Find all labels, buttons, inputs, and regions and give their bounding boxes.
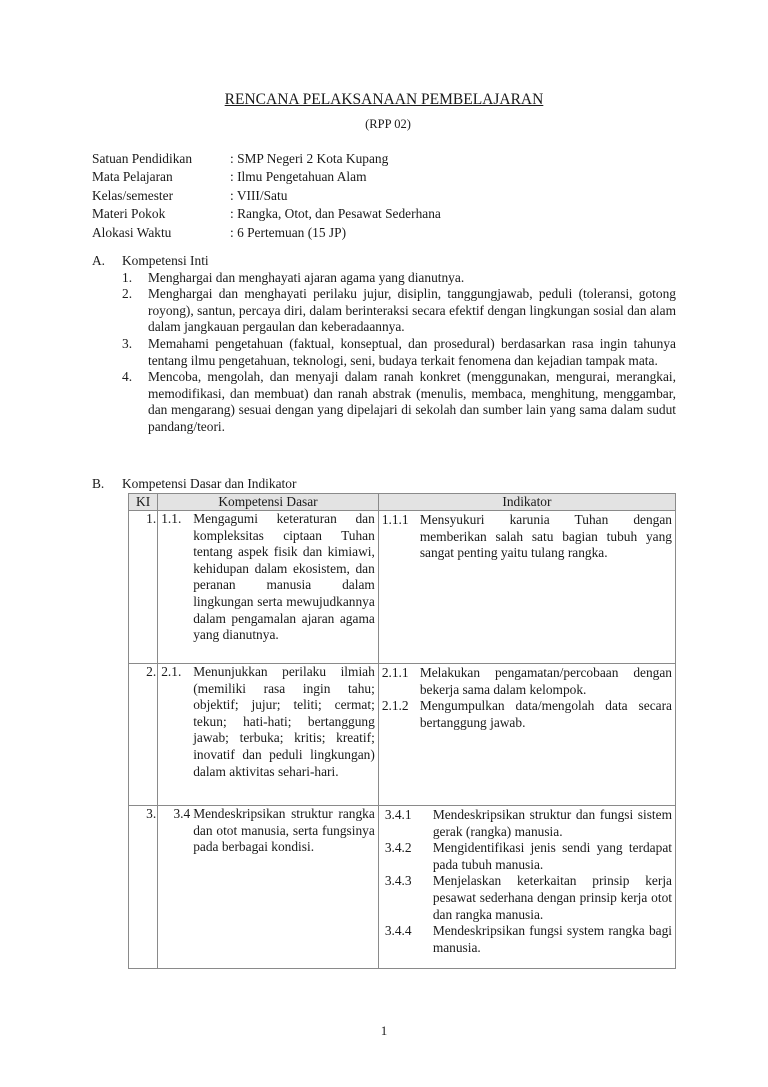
section-title: Kompetensi Inti bbox=[122, 253, 209, 268]
kd-number: 3.4 bbox=[173, 806, 191, 821]
meta-value: : 6 Pertemuan (15 JP) bbox=[230, 224, 347, 240]
indicator-text: Mengidentifikasi jenis sendi yang terdapat pada tubuh manusia. bbox=[432, 840, 672, 872]
meta-row bbox=[92, 206, 441, 224]
meta-row bbox=[92, 169, 441, 187]
item-text: Mencoba, mengolah, dan menyaji dalam ranah konkret (menggunakan, mengurai, merangkai, memodifikasi, dan membuat) dan ranah abstrak (menulis, membaca, menghitung, menggambar, dan mengarang) sesuai dengan yang dipelajari di sekolah dan sumber lain yang sama dalam sudut pandang/teori. bbox=[148, 369, 676, 434]
kd-number: 2.1. bbox=[161, 664, 182, 679]
indicator-item bbox=[382, 873, 672, 923]
meta-label: Mata Pelajaran bbox=[92, 169, 173, 185]
section-heading bbox=[92, 253, 676, 270]
indicator-item bbox=[382, 807, 672, 840]
indicator-text: Mengumpulkan data/mengolah data secara bertanggung jawab. bbox=[419, 698, 672, 730]
column-header-kd: Kompetensi Dasar bbox=[158, 494, 379, 511]
ki-cell: 3. bbox=[129, 806, 158, 969]
title-text: RENCANA PELAKSANAAN PEMBELAJARAN bbox=[224, 91, 544, 108]
item-number: 2. bbox=[122, 286, 133, 302]
indicator-text: Menjelaskan keterkaitan prinsip kerja pesawat sederhana dengan prinsip kerja otot dan rangka manusia. bbox=[432, 873, 672, 922]
indicator-cell bbox=[378, 664, 675, 806]
section-kd-indikator bbox=[92, 476, 676, 493]
column-header-ki: KI bbox=[129, 494, 158, 511]
section-letter: A. bbox=[92, 253, 106, 268]
table-row bbox=[129, 806, 676, 969]
list-item bbox=[122, 369, 676, 435]
meta-label: Satuan Pendidikan bbox=[92, 151, 193, 166]
meta-value: : Rangka, Otot, dan Pesawat Sederhana bbox=[230, 206, 441, 222]
indicator-number: 3.4.2 bbox=[384, 840, 412, 856]
kd-text: Mendeskripsikan struktur rangka dan otot manusia, serta fungsinya pada berbagai kondisi. bbox=[193, 806, 375, 855]
indicator-item bbox=[382, 512, 672, 562]
meta-value: : VIII/Satu bbox=[230, 187, 288, 203]
indicator-number: 3.4.4 bbox=[384, 923, 412, 939]
meta-row bbox=[92, 225, 441, 243]
indicator-item bbox=[382, 923, 672, 956]
indicator-text: Melakukan pengamatan/percobaan dengan bekerja sama dalam kelompok. bbox=[419, 665, 672, 697]
section-kompetensi-inti bbox=[92, 253, 676, 436]
indicator-number: 2.1.1 bbox=[381, 665, 409, 680]
meta-row bbox=[92, 151, 441, 169]
list-item bbox=[122, 336, 676, 369]
meta-row bbox=[92, 188, 441, 206]
ki-cell: 2. bbox=[129, 664, 158, 806]
meta-label: Materi Pokok bbox=[92, 206, 166, 222]
table-row bbox=[129, 664, 676, 806]
table-row bbox=[129, 511, 676, 664]
indicator-number: 2.1.2 bbox=[381, 698, 409, 714]
indicator-cell bbox=[378, 806, 675, 969]
kd-cell bbox=[158, 806, 379, 969]
ki-cell: 1. bbox=[129, 511, 158, 664]
identity-block bbox=[92, 151, 441, 243]
item-text: Menghargai dan menghayati perilaku jujur, disiplin, tanggungjawab, peduli (toleransi, gotong royong), santun, percaya diri, dalam berinteraksi secara efektif dengan lingkungan sosial dan alam dalam jangkauan pergaulan dan keberadaannya. bbox=[148, 286, 676, 335]
section-title: Kompetensi Dasar dan Indikator bbox=[122, 476, 297, 491]
indicator-item bbox=[382, 840, 672, 873]
kd-text: Menunjukkan perilaku ilmiah (memiliki rasa ingin tahu; objektif; jujur; teliti; cermat; tekun; hati-hati; bertanggung jawab; terbuka; kritis; kreatif; inovatif dan peduli lingkungan) dalam aktivitas sehari-hari. bbox=[193, 664, 375, 779]
indicator-number: 3.4.3 bbox=[384, 873, 412, 889]
indicator-item bbox=[382, 698, 672, 731]
indicator-text: Mendeskripsikan struktur dan fungsi sistem gerak (rangka) manusia. bbox=[432, 807, 672, 839]
kd-number: 1.1. bbox=[161, 511, 182, 526]
indicator-number: 3.4.1 bbox=[384, 807, 412, 822]
section-letter: B. bbox=[92, 476, 105, 491]
meta-value: : SMP Negeri 2 Kota Kupang bbox=[230, 151, 389, 166]
table-header-row bbox=[129, 494, 676, 511]
list-item bbox=[122, 270, 676, 287]
column-header-indikator: Indikator bbox=[378, 494, 675, 511]
item-number: 3. bbox=[122, 335, 133, 351]
item-text: Memahami pengetahuan (faktual, konseptual, dan prosedural) berdasarkan rasa ingin tahunya tentang ilmu pengetahuan, teknologi, seni, budaya terkait fenomena dan kejadian tampak mata. bbox=[148, 335, 676, 368]
document-subtitle: (RPP 02) bbox=[365, 117, 411, 131]
indicator-cell bbox=[378, 511, 675, 664]
kd-indicator-table bbox=[128, 493, 676, 969]
meta-label: Kelas/semester bbox=[92, 187, 174, 203]
section-heading bbox=[92, 476, 676, 493]
page-number: 1 bbox=[380, 1023, 388, 1038]
item-text: Menghargai dan menghayati ajaran agama yang dianutnya. bbox=[148, 269, 465, 285]
list-item bbox=[122, 286, 676, 336]
ki-list bbox=[122, 270, 676, 436]
indicator-text: Mensyukuri karunia Tuhan dengan memberikan salah satu bagian tubuh yang sangat penting yaitu tulang rangka. bbox=[419, 512, 672, 561]
kd-text: Mengagumi keteraturan dan kompleksitas ciptaan Tuhan tentang aspek fisik dan kimiawi, kehidupan dalam ekosistem, dan peranan manusia dalam lingkungan serta mewujudkannya dalam pengamalan ajaran agama yang dianutnya. bbox=[193, 511, 375, 643]
meta-label: Alokasi Waktu bbox=[92, 224, 172, 240]
document-title bbox=[0, 92, 768, 109]
kd-cell bbox=[158, 511, 379, 664]
indicator-text: Mendeskripsikan fungsi system rangka bagi manusia. bbox=[432, 923, 672, 955]
item-number: 4. bbox=[122, 369, 133, 385]
kd-cell bbox=[158, 664, 379, 806]
meta-value: : Ilmu Pengetahuan Alam bbox=[230, 169, 367, 185]
item-number: 1. bbox=[122, 269, 133, 285]
indicator-number: 1.1.1 bbox=[381, 512, 409, 527]
indicator-item bbox=[382, 665, 672, 698]
